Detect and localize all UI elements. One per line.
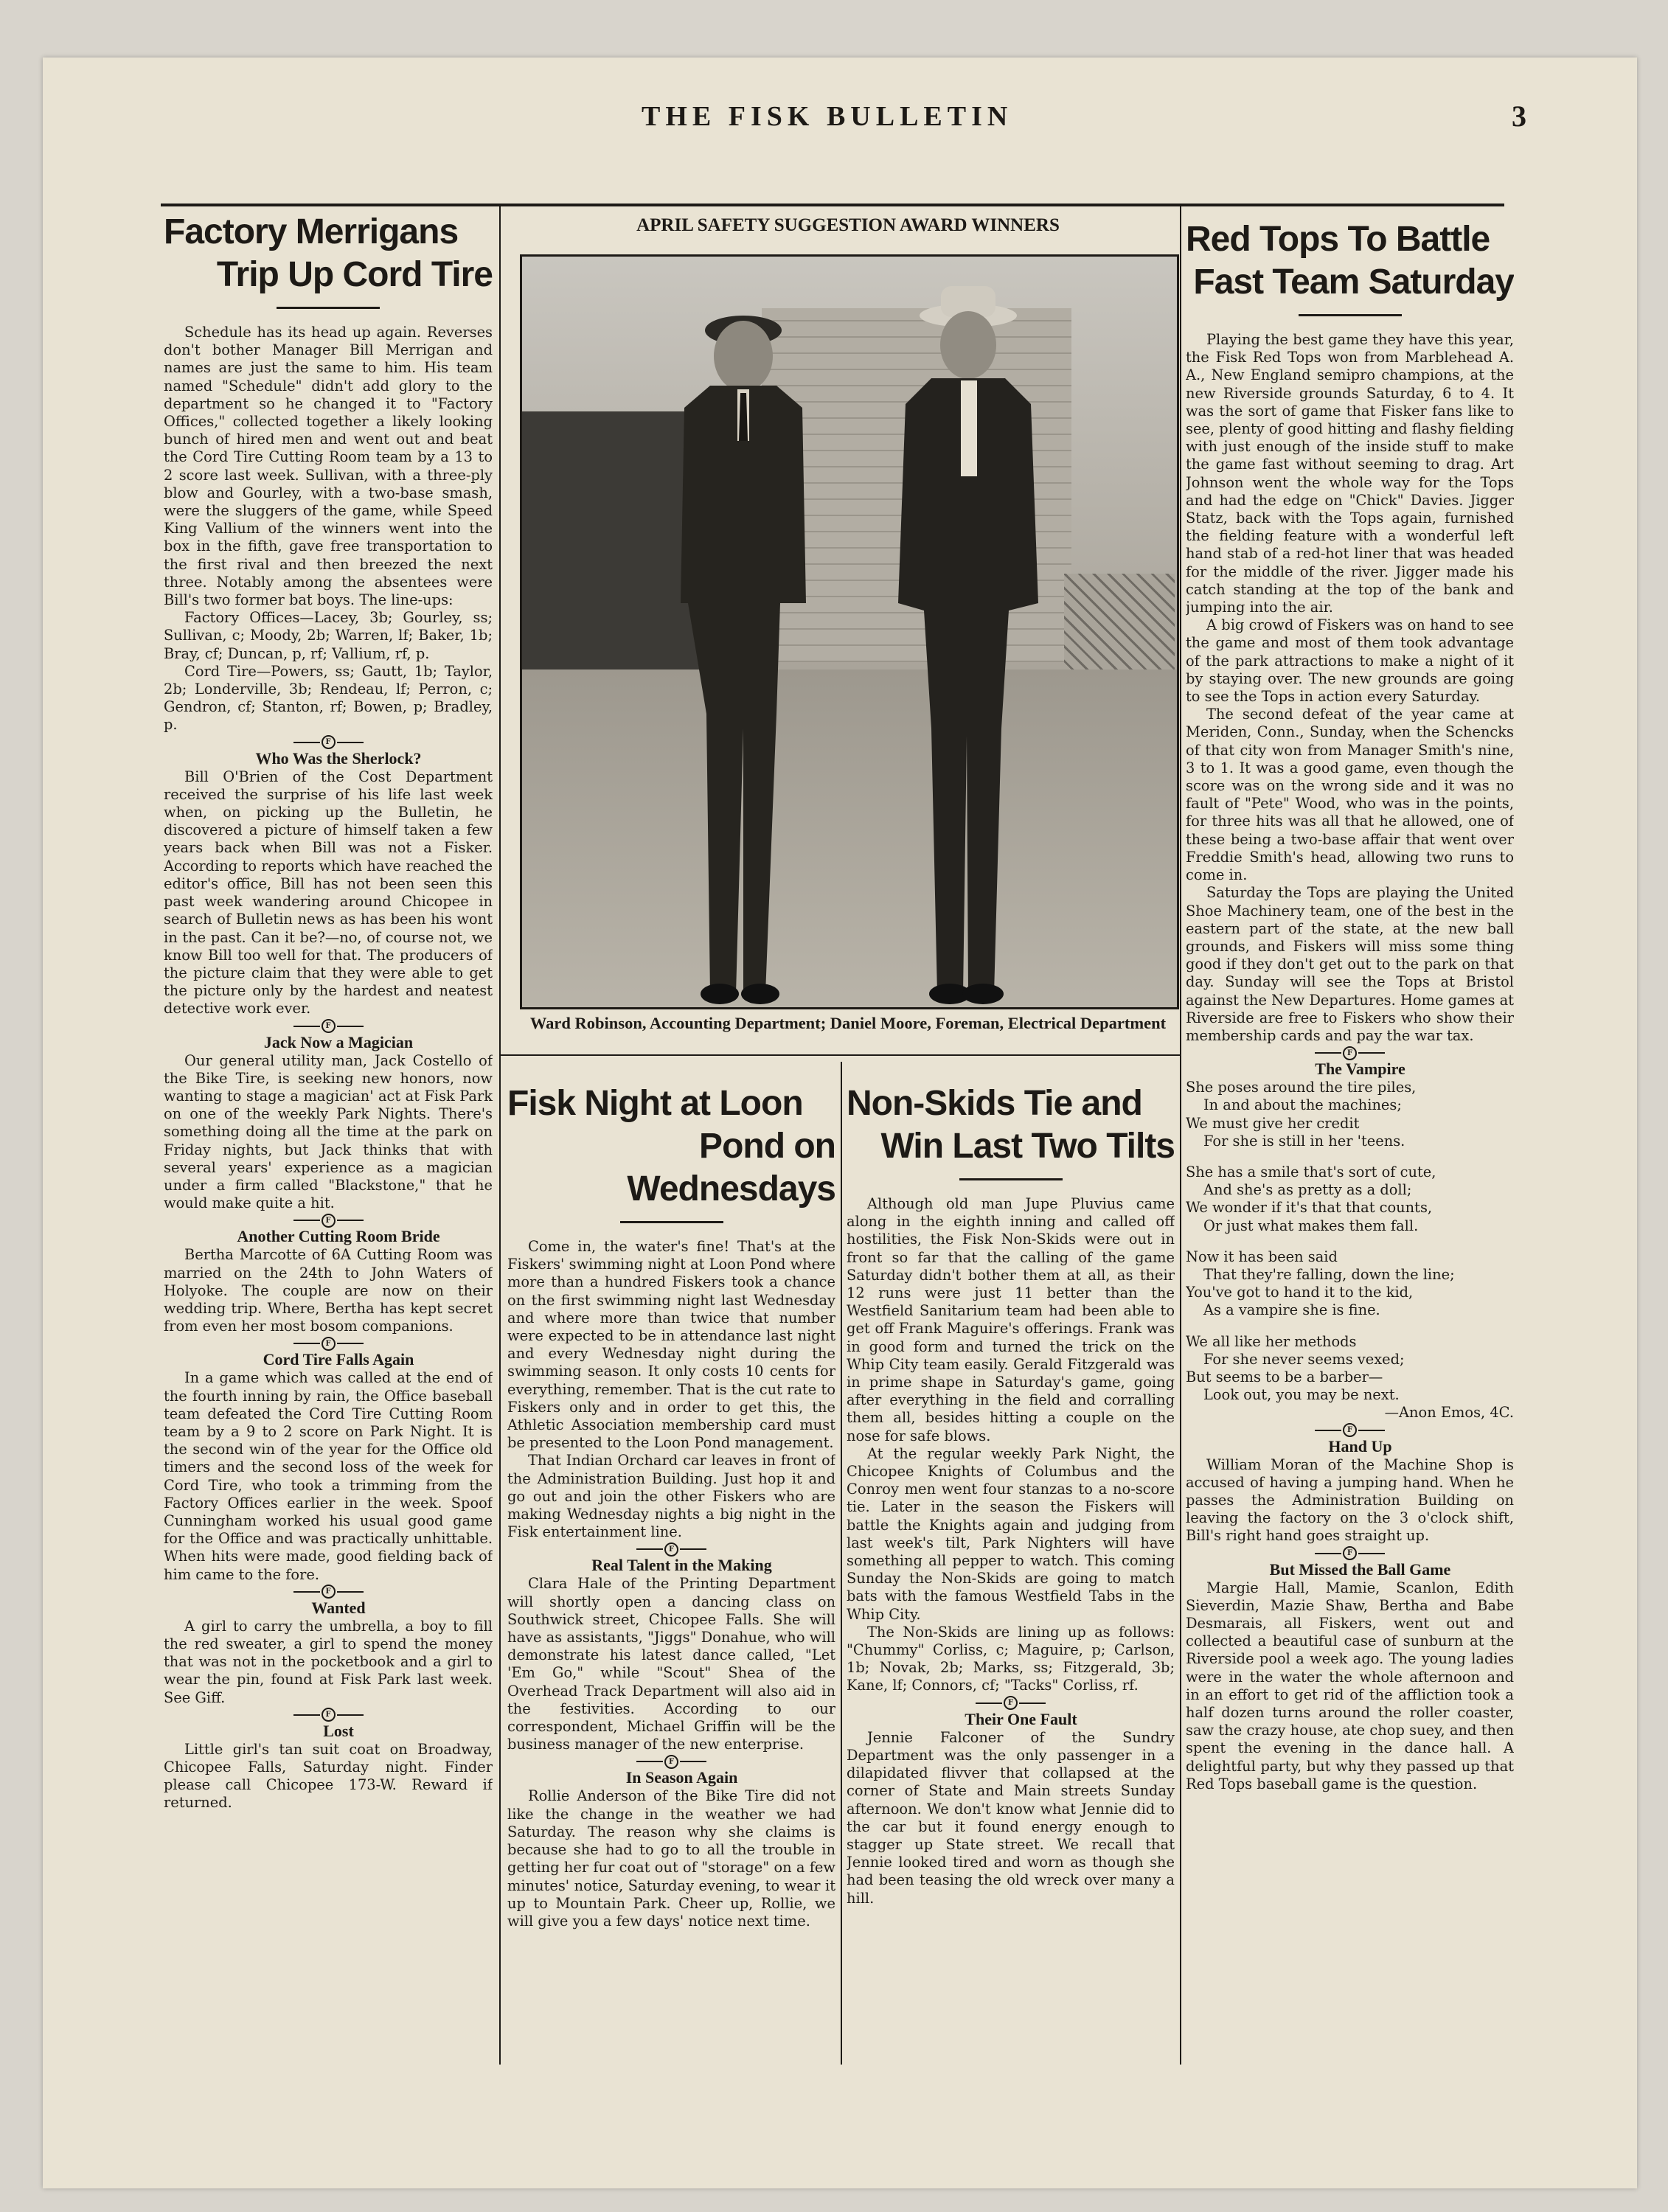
poem-line: We wonder if it's that that counts,	[1186, 1199, 1433, 1217]
photo-section-rule	[501, 1054, 1180, 1056]
fisk-ornament: F	[1186, 1545, 1514, 1560]
article-non-skids	[847, 1195, 1175, 1907]
article-red-tops	[1186, 331, 1514, 1793]
headline-rule	[620, 1221, 723, 1223]
article-paragraph: Saturday the Tops are playing the United Shoe Machinery team, one of the best in the eastern part of the state, at the new ball grounds, and Fiskers will miss some thing good if they don't get out to the park on that day. Sunday will see the Tops at Bristol against the New Departures. Home games at Riverside are free to Fiskers who show their membership cards and pay the war tax.	[1186, 884, 1514, 1044]
page-number: 3	[1512, 100, 1526, 133]
subhead-season: In Season Again	[625, 1768, 738, 1787]
masthead-rule	[161, 204, 1504, 206]
article-paragraph: Bill O'Brien of the Cost Department received the surprise of his life last week when, on picking up the Bulletin, he discovered a picture of himself taken a few years back when Bill was not a Fisker. According to reports which have reached the editor's office, Bill has not been seen this past week wandering around Chicopee in search of Bulletin news as has been his wont in the past. Can it be?—no, of course not, we know Bill too well for that. The producers of the picture claim that they were able to get the picture only by the hardest and neatest detective work ever.	[164, 768, 493, 1018]
article-paragraph: Clara Hale of the Printing Department will shortly open a dancing class on Southwick street, Chicopee Falls. She will have as assistants, "Jiggs" Donahue, who will demonstrate his latest dance called, "Let 'Em Go," while "Scout" Shea of the Overhead Track Department will also aid in the festivities. According to our correspondent, Michael Griffin will be the business manager of the new enterprise.	[507, 1575, 835, 1753]
article-paragraph: Playing the best game they have this year, the Fisk Red Tops won from Marblehead A. A., New England semipro champions, at the new Riverside grounds Saturday, 6 to 4. It was the sort of game that Fisker fans like to see, plenty of good hitting and flashy fielding with just enough of the inside stuff to make the game fast without seeming to drag. Art Johnson went the whole way for the Tops and had the edge on "Chick" Davies. Jigger Statz, back with the Tops again, furnished the fielding feature with a wonderful left hand stab of a red-hot liner that was headed for the middle of the river. Jigger made his catch standing at the top of the bank and jumping into the air.	[1186, 331, 1514, 616]
subhead-missed-ball-game: But Missed the Ball Game	[1269, 1559, 1451, 1579]
poem-line: Or just what makes them fall.	[1203, 1217, 1419, 1234]
article-factory-merrigans	[164, 324, 493, 1812]
headline-line-2: Win Last Two Tilts	[880, 1127, 1175, 1166]
headline-line-2: Trip Up Cord Tire	[216, 255, 493, 294]
headline-non-skids	[847, 1082, 1175, 1168]
article-fisk-night	[507, 1238, 835, 1930]
column-rule-3	[841, 1062, 842, 2065]
poem-line: Look out, you may be next.	[1203, 1386, 1400, 1404]
article-paragraph: That Indian Orchard car leaves in front of the Administration Building. Just hop it and go out and join the other Fiskers who are making Wednesday nights a big night in the Fisk entertainment line.	[507, 1452, 835, 1541]
column-1	[164, 208, 493, 2066]
article-paragraph: Our general utility man, Jack Costello of the Bike Tire, is seeking new honors, now wanting to stage a magician' act at Fisk Park on one of the weekly Park Nights. There's something doing all the time at the park on Friday nights, but Jack thinks that with several years' experience as a magician under a firm called "Blackstone," that he would make quite a hit.	[164, 1051, 493, 1212]
article-paragraph: At the regular weekly Park Night, the Chicopee Knights of Columbus and the Conroy men went four stanzas to a no-score tie. Later in the season the Fiskers will battle the Knights again and judging from last week's tilt, Park Nighters will have something all pepper to watch. This coming Sunday the Non-Skids are going to match bats with the famous Westfield Tabs in the Whip City.	[847, 1444, 1175, 1623]
article-paragraph: A big crowd of Fiskers was on hand to see the game and most of them took advantage of the park attractions to make a night of it by staying over. The new grounds are going to see the Tops in action every Saturday.	[1186, 616, 1514, 706]
masthead-title: THE FISK BULLETIN	[642, 101, 1013, 132]
subhead-vampire: The Vampire	[1315, 1060, 1405, 1079]
headline-rule	[959, 1178, 1063, 1180]
column-3	[847, 1060, 1175, 2070]
article-paragraph: Little girl's tan suit coat on Broadway, Chicopee Falls, Saturday night. Finder please call Chicopee 173-W. Reward if returned.	[164, 1740, 493, 1812]
headline-factory-merrigans	[164, 211, 493, 296]
fisk-ornament: F	[847, 1695, 1175, 1710]
fisk-ornament: F	[507, 1541, 835, 1556]
article-paragraph: William Moran of the Machine Shop is accused of having a jumping hand. When he passes the Administration Building on leaving the factory on the 3 o'clock shift, Bill's right hand goes straight up.	[1186, 1455, 1514, 1545]
headline-line-1: Red Tops To Battle	[1186, 220, 1490, 259]
headline-line-1: Fisk Night at Loon	[507, 1084, 803, 1123]
article-paragraph: The second defeat of the year came at Meriden, Conn., Sunday, when the Schencks of that city won from Manager Smith's nine, 3 to 1. It was a good game, even though the score was on the wrong side and it was no fault of "Pete" Wood, who was in the points, for three hits was all that he allowed, one of these being a two-base affair that went over Freddie Smith's head, allowing two runs to come in.	[1186, 706, 1514, 884]
poem-line: For she never seems vexed;	[1203, 1350, 1405, 1368]
subhead-fault: Their One Fault	[965, 1709, 1077, 1728]
article-paragraph: Factory Offices—Lacey, 3b; Gourley, ss; Sullivan, c; Moody, 2b; Warren, lf; Baker, 1b; Bray, cf; Duncan, p, rf; Vallium, rf, p.	[164, 609, 493, 662]
fisk-ornament: F	[164, 1018, 493, 1033]
fisk-ornament: F	[1186, 1045, 1514, 1060]
article-paragraph: The Non-Skids are lining up as follows: "Chummy" Corliss, c; Maguire, p; Carlson, 1b; Novak, 2b; Marks, ss; Fitzgerald, 3b; Kane, lf; Connors, cf; "Tacks" Corliss, rf.	[847, 1623, 1175, 1694]
poem-gap	[1186, 1150, 1514, 1164]
fisk-ornament: F	[164, 1584, 493, 1599]
poem-line: We must give her credit	[1186, 1114, 1360, 1132]
subhead-bride: Another Cutting Room Bride	[237, 1227, 440, 1246]
headline-line-1: Non-Skids Tie and	[847, 1084, 1142, 1123]
article-paragraph: Although old man Jupe Pluvius came along in the eighth inning and called off hostilities, the Fisk Non-Skids were out in front so far that the calling of the game Saturday didn't bother them at all, as their 12 runs were just 11 better than the Westfield Sanitarium team had been able to get off Frank Maguire's offerings. Frank was in good form and turned the trick on the Whip City team easily. Gerald Fitzgerald was in prime shape in Saturday's game, going after everything in the field and corralling them all, besides hitting a couple on the nose for safe blows.	[847, 1195, 1175, 1444]
poem-line: She poses around the tire piles,	[1186, 1079, 1417, 1096]
subhead-talent: Real Talent in the Making	[591, 1556, 772, 1575]
headline-rule	[1299, 314, 1402, 316]
article-paragraph: Bertha Marcotte of 6A Cutting Room was married on the 24th to John Waters of Holyoke. The couple are now on their wedding trip. Where, Bertha has kept secret from even her most bosom companions.	[164, 1246, 493, 1335]
article-paragraph: Come in, the water's fine! That's at the Fiskers' swimming night at Loon Pond where more than a hundred Fiskers took a chance on the first swimming night last Wednesday and where more than twice that number were expected to be in attendance last night and every Wednesday night during the swimming season. It only costs 10 cents for everything, remember. That is the cut rate to Fiskers only and in order to get this, the Athletic Association membership card must be presented to the Loon Pond management.	[507, 1238, 835, 1452]
fisk-ornament: F	[164, 1335, 493, 1350]
fisk-ornament: F	[164, 734, 493, 749]
poem-line: You've got to hand it to the kid,	[1186, 1284, 1414, 1301]
fisk-ornament: F	[164, 1212, 493, 1227]
poem-line: For she is still in her 'teens.	[1203, 1132, 1405, 1150]
photo-caption: Ward Robinson, Accounting Department; Daniel Moore, Foreman, Electrical Department	[529, 1014, 1167, 1032]
poem-line: But seems to be a barber—	[1186, 1368, 1383, 1385]
article-paragraph: In a game which was called at the end of the fourth inning by rain, the Office baseball team defeated the Cord Tire Cutting Room team by a 9 to 2 score on Park Night. It is the second win of the year for the Office old timers and the second loss of the week for Cord Tire, who took a trimming from the Factory Offices earlier in the week. Spoof Cunningham worked his usual good game for the Office and was practically unhittable. When hits were made, good fielding back of him came to the fore.	[164, 1369, 493, 1583]
fisk-ornament: F	[507, 1753, 835, 1768]
column-4	[1186, 208, 1514, 2066]
subhead-wanted: Wanted	[311, 1598, 366, 1617]
two-men-figure	[522, 257, 1177, 1007]
article-paragraph: A girl to carry the umbrella, a boy to fill the red sweater, a girl to spend the money that was not in the pocketbook and a girl to wear the pin, found at Fisk Park last week. See Giff.	[164, 1617, 493, 1706]
poem-gap	[1186, 1235, 1514, 1248]
column-2	[507, 1060, 835, 2070]
poem-line: And she's as pretty as a doll;	[1203, 1181, 1412, 1199]
poem-line: Now it has been said	[1186, 1248, 1338, 1265]
masthead	[147, 100, 1534, 137]
subhead-lost: Lost	[323, 1721, 354, 1740]
subhead-cord-tire-falls: Cord Tire Falls Again	[263, 1350, 414, 1369]
article-paragraph: Rollie Anderson of the Bike Tire did not like the change in the weather we had Saturday. The reason why she claims is because she had to go to all the trouble in getting her fur coat out of "storage" on a few minutes' notice, Saturday evening, to wear it up to Mountain Park. Cheer up, Rollie, we will give you a few days' notice next time.	[507, 1787, 835, 1930]
fisk-ornament: F	[164, 1707, 493, 1722]
headline-line-1: Factory Merrigans	[164, 212, 459, 251]
poem-line: She has a smile that's sort of cute,	[1186, 1163, 1436, 1180]
headline-fisk-night	[507, 1082, 835, 1211]
subhead-magician: Jack Now a Magician	[263, 1032, 414, 1051]
article-paragraph: Schedule has its head up again. Reverses don't bother Manager Bill Merrigan and names are just the same to him. His team named "Schedule" didn't add glory to the department so he changed it to "Factory Offices," collected together a likely looking bunch of hired men and went out and beat the Cord Tire Cutting Room team by a 13 to 2 score last week. Sullivan, with a three-ply blow and Gourley, with a two-base smash, were the sluggers of the game, while Speed King Vallium of the winners went into the box in the fifth, gave free transportation to the first rival and then breezed the next three. Notably among the absentees were Bill's two former bat boys. The line-ups:	[164, 324, 493, 609]
poem-vampire	[1186, 1079, 1514, 1422]
poem-signature: —Anon Emos, 4C.	[1384, 1404, 1514, 1422]
headline-line-2: Fast Team Saturday	[1193, 262, 1514, 302]
poem-line: As a vampire she is fine.	[1203, 1301, 1380, 1319]
column-rule-1	[499, 206, 501, 2065]
poem-line: That they're falling, down the line;	[1203, 1265, 1455, 1283]
article-paragraph: Cord Tire—Powers, ss; Gautt, 1b; Taylor, 2b; Londerville, 3b; Rendeau, lf; Perron, c; Gendron, cf; Stanton, rf; Bowen, p; Bradley, p.	[164, 662, 493, 734]
poem-line: In and about the machines;	[1203, 1096, 1402, 1114]
headline-red-tops	[1186, 218, 1514, 304]
headline-rule	[277, 307, 380, 309]
headline-line-2: Pond on Wednesdays	[627, 1127, 835, 1208]
article-paragraph: Jennie Falconer of the Sundry Department was the only passenger in a dilapidated flivver that collapsed at the corner of State and Main streets Sunday afternoon. We don't know what Jennie did to the car but it found energy enough to stagger up State street. We recall that Jennie looked tired and worn as though she had been teasing the old wreck over many a hill.	[847, 1728, 1175, 1907]
subhead-hand-up: Hand Up	[1328, 1436, 1392, 1455]
poem-gap	[1186, 1320, 1514, 1333]
award-winners-photo	[520, 254, 1179, 1009]
article-paragraph: Margie Hall, Mamie, Scanlon, Edith Sieverdin, Mazie Shaw, Bertha and Babe Desmarais, all Fiskers, went out and collected a beautiful case of sunburn at the Riverside pool a week ago. The young ladies were in the water the whole afternoon and in an effort to get rid of the affliction took a half dozen turns around the roller coaster, saw the crazy house, ate chop suey, and then spent the evening in the dance hall. A delightful party, but why they passed up that Red Tops baseball game is the question.	[1186, 1579, 1514, 1792]
photo-title: APRIL SAFETY SUGGESTION AWARD WINNERS	[636, 215, 1060, 235]
fisk-ornament: F	[1186, 1422, 1514, 1437]
subhead-sherlock: Who Was the Sherlock?	[255, 748, 422, 768]
column-rule-2	[1180, 206, 1181, 2065]
poem-line: We all like her methods	[1186, 1332, 1357, 1350]
